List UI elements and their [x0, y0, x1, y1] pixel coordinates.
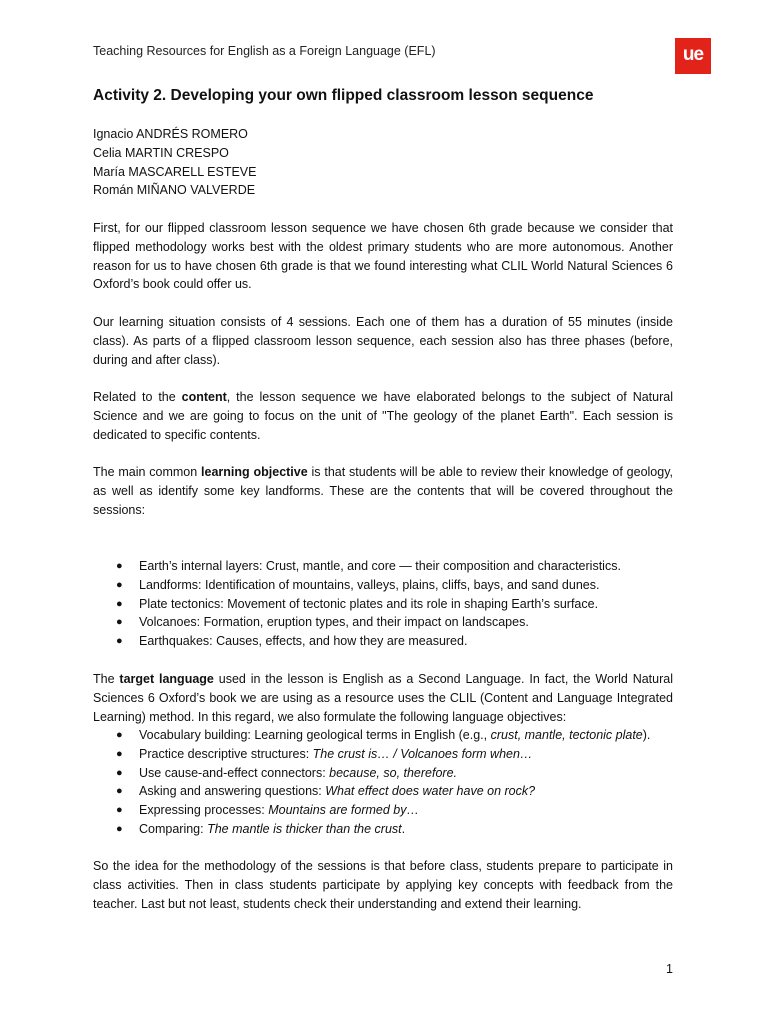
author-list	[93, 125, 256, 200]
list-item-text: Plate tectonics: Movement of tectonic plates and its role in shaping Earth’s surface.	[139, 596, 599, 611]
italic-example: because, so, therefore.	[329, 765, 458, 780]
list-item	[93, 632, 673, 651]
bullet-icon: ●	[116, 822, 123, 835]
bullet-icon: ●	[116, 616, 123, 629]
bullet-icon: ●	[116, 597, 123, 610]
italic-example: The mantle is thicker than the crust	[207, 821, 402, 836]
italic-example: What effect does water have on rock?	[325, 784, 536, 799]
bold-term: content	[181, 390, 227, 404]
list-item	[93, 726, 673, 745]
bullet-icon: ●	[116, 766, 123, 779]
list-item	[93, 745, 673, 764]
italic-example: crust, mantle, tectonic plate	[490, 728, 643, 742]
text-span: Vocabulary building: Learning geological terms in English (e.g.,	[139, 728, 491, 742]
list-item-text: Volcanoes: Formation, eruption types, and their impact on landscapes.	[139, 615, 529, 630]
page-number: 1	[666, 962, 673, 976]
paragraph-methodology: So the idea for the methodology of the sessions is that before class, students prepare to participate in class activities. Then in class students participate by applying key concepts with feedback from the teacher. Last but not least, students check their understanding and extend their learning.	[93, 859, 673, 911]
university-logo: ue	[675, 38, 711, 74]
bullet-icon: ●	[116, 635, 123, 648]
bold-term: learning objective	[201, 465, 308, 479]
list-item-text: Earth’s internal layers: Crust, mantle, and core — their composition and characteristics.	[139, 559, 621, 573]
author-name: Román MIÑANO VALVERDE	[93, 183, 256, 198]
text-span: , the lesson sequence we have elaborated belongs to the subject of Natural Science and we are going to focus on the unit of "The geology of the planet Earth". Each session is dedicated to specific contents.	[93, 390, 673, 442]
author-name: Celia MARTIN CRESPO	[93, 145, 229, 160]
list-item	[93, 576, 673, 595]
paragraph-learning-objective	[93, 463, 673, 519]
list-item-text: Landforms: Identification of mountains, valleys, plains, cliffs, bays, and sand dunes.	[139, 577, 600, 592]
language-objectives-list	[93, 726, 673, 839]
paragraph-grade-choice: First, for our flipped classroom lesson sequence we have chosen 6th grade because we consider that flipped methodology works best with the oldest primary students who are more autonomous. Another reason for us to have chosen 6th grade is that we found interesting what CLIL World Natural Sciences 6 Oxford’s book could offer us.	[93, 221, 673, 292]
text-span: used in the lesson is English as a Second Language. In fact, the World Natural Sciences 6 Oxford’s book we are using as a resource uses the CLIL (Content and Language Integrated Learning) method. In this regard, we also formulate the following language objectives:	[93, 672, 673, 724]
author-name: María MASCARELL ESTEVE	[93, 164, 257, 179]
paragraph-target-language	[93, 670, 673, 726]
page-title: Activity 2. Developing your own flipped classroom lesson sequence	[93, 87, 594, 104]
list-item	[93, 801, 673, 820]
text-span: Expressing processes:	[139, 803, 269, 818]
list-item	[93, 782, 673, 801]
paragraph-sessions: Our learning situation consists of 4 sessions. Each one of them has a duration of 55 minutes (inside class). As parts of a flipped classroom lesson sequence, each session also has three phases (before, during and after class).	[93, 315, 673, 367]
bullet-icon: ●	[116, 578, 123, 591]
list-item-text: Earthquakes: Causes, effects, and how they are measured.	[139, 634, 468, 649]
list-item	[93, 764, 673, 783]
text-span: is that students will be able to review their knowledge of geology, as well as identify some key landforms. These are the contents that will be covered throughout the sessions:	[93, 465, 674, 517]
text-span: .	[401, 821, 406, 836]
list-item	[93, 595, 673, 614]
bullet-icon: ●	[116, 729, 123, 741]
bullet-icon: ●	[116, 747, 123, 760]
italic-example: Mountains are formed by…	[268, 803, 419, 818]
text-span: The	[93, 672, 120, 686]
text-span: ).	[642, 728, 651, 742]
paragraph-content	[93, 388, 673, 444]
text-span: Use cause-and-effect connectors:	[139, 765, 330, 780]
bullet-icon: ●	[116, 560, 123, 572]
running-header: Teaching Resources for English as a Foreign Language (EFL)	[93, 44, 436, 58]
author-name: Ignacio ANDRÉS ROMERO	[93, 127, 248, 141]
text-span: Comparing:	[139, 821, 208, 836]
bullet-icon: ●	[116, 785, 123, 798]
bullet-icon: ●	[116, 804, 123, 817]
text-span: Related to the	[93, 390, 182, 404]
list-item	[93, 820, 673, 839]
text-span: The main common	[93, 465, 202, 479]
text-span: Asking and answering questions:	[139, 784, 326, 799]
text-span: Practice descriptive structures:	[139, 746, 313, 761]
italic-example: The crust is… / Volcanoes form when…	[312, 746, 533, 761]
contents-list	[93, 557, 673, 651]
list-item	[93, 557, 673, 576]
bold-term: target language	[119, 672, 214, 686]
list-item	[93, 613, 673, 632]
